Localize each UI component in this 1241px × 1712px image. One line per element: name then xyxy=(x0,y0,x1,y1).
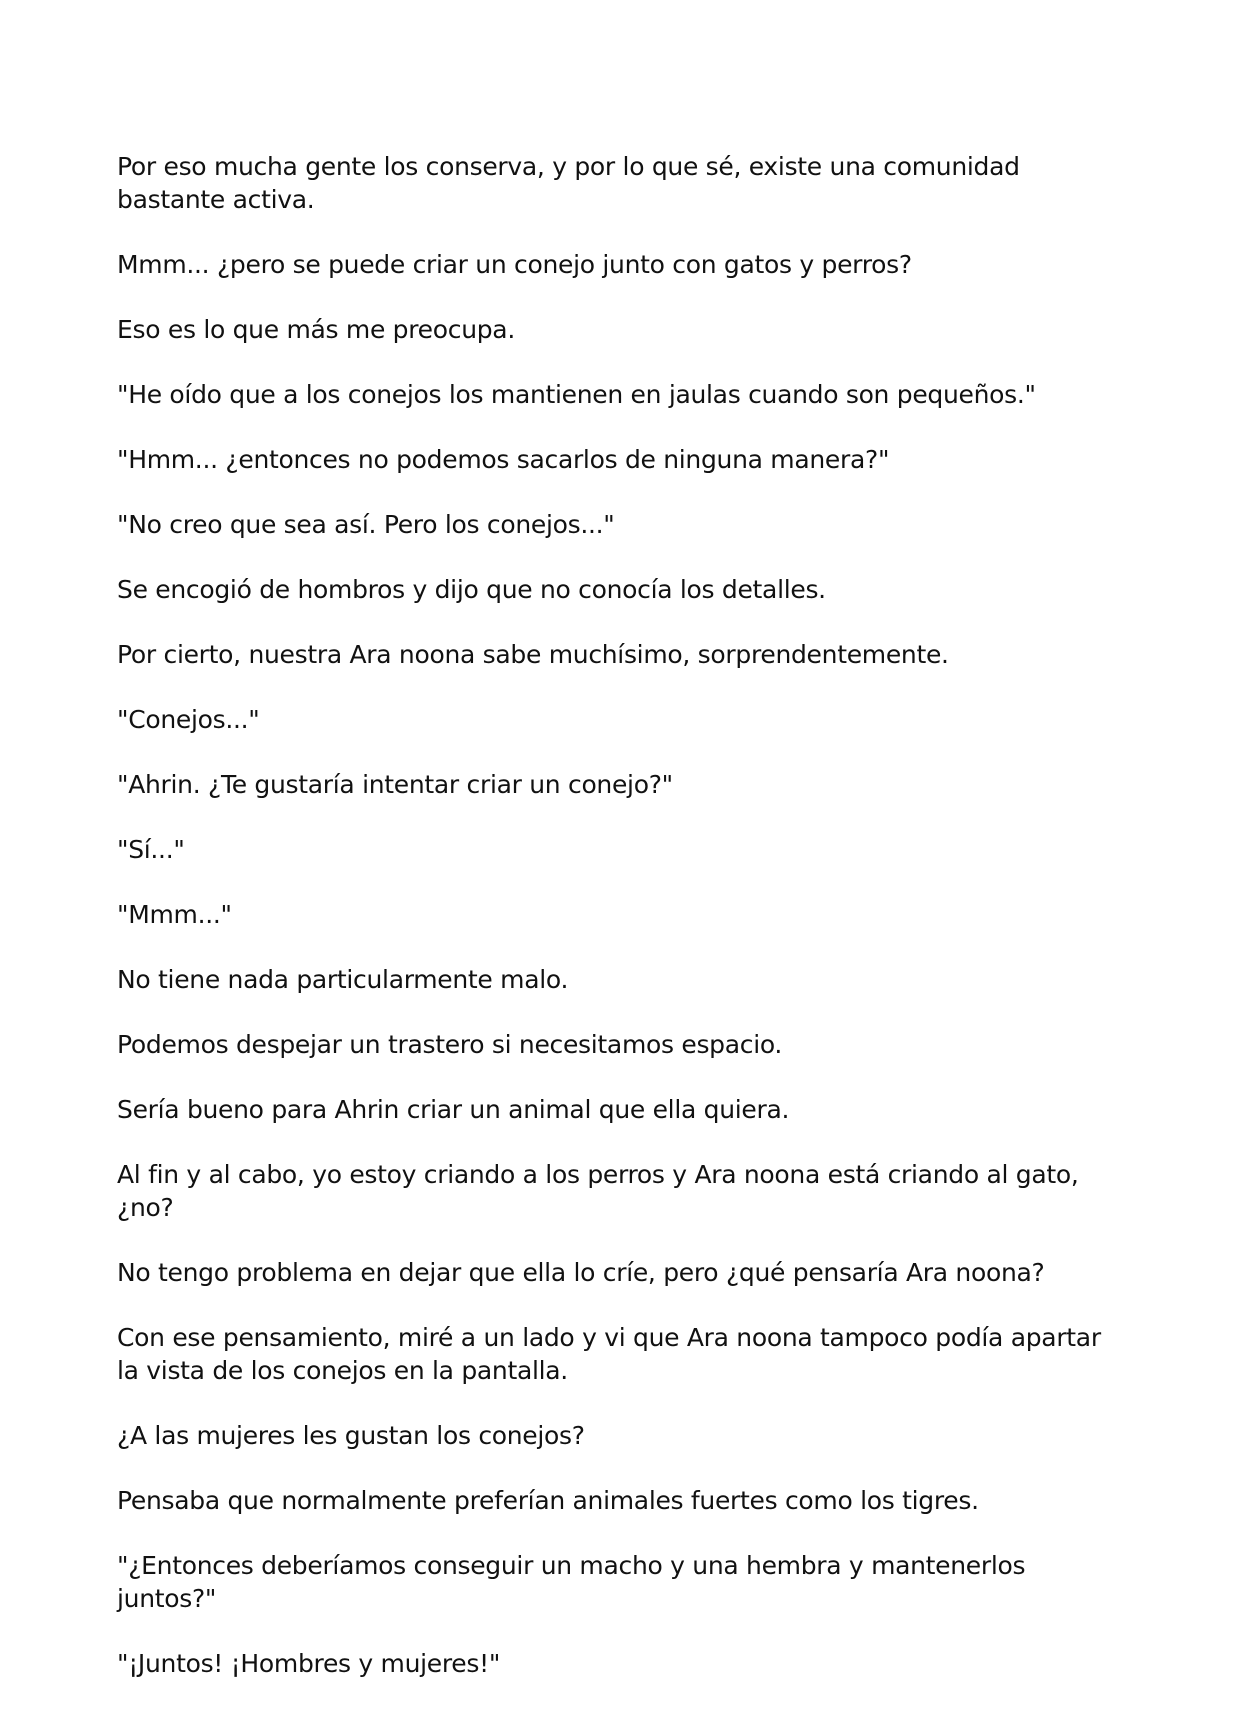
paragraph: Eso es lo que más me preocupa. xyxy=(117,315,515,344)
paragraph: Por cierto, nuestra Ara noona sabe muchísimo, sorprendentemente. xyxy=(117,640,949,669)
paragraph: No tengo problema en dejar que ella lo críe, pero ¿qué pensaría Ara noona? xyxy=(117,1258,1045,1287)
paragraph: ¿A las mujeres les gustan los conejos? xyxy=(117,1421,585,1450)
paragraph: Por eso mucha gente los conserva, y por lo que sé, existe una comunidad bastante activa. xyxy=(117,152,1020,214)
paragraph: Pensaba que normalmente preferían animales fuertes como los tigres. xyxy=(117,1486,979,1515)
paragraph: "Mmm..." xyxy=(117,900,232,929)
paragraph: "¿Entonces deberíamos conseguir un macho y una hembra y mantenerlos juntos?" xyxy=(117,1551,1026,1613)
paragraph: Al fin y al cabo, yo estoy criando a los perros y Ara noona está criando al gato, ¿no? xyxy=(117,1160,1079,1222)
paragraph: "He oído que a los conejos los mantienen en jaulas cuando son pequeños." xyxy=(117,380,1036,409)
paragraph: "No creo que sea así. Pero los conejos..." xyxy=(117,510,615,539)
paragraph: Podemos despejar un trastero si necesitamos espacio. xyxy=(117,1030,783,1059)
paragraph: "Ahrin. ¿Te gustaría intentar criar un conejo?" xyxy=(117,770,673,799)
paragraph: No tiene nada particularmente malo. xyxy=(117,965,569,994)
paragraph: "Sí..." xyxy=(117,835,185,864)
paragraph: Mmm... ¿pero se puede criar un conejo junto con gatos y perros? xyxy=(117,250,912,279)
paragraph: Con ese pensamiento, miré a un lado y vi que Ara noona tampoco podía apartar la vista de los conejos en la pantalla. xyxy=(117,1323,1101,1385)
paragraph: "Hmm... ¿entonces no podemos sacarlos de ninguna manera?" xyxy=(117,445,890,474)
text-body xyxy=(117,150,1127,1712)
paragraph: "¡Juntos! ¡Hombres y mujeres!" xyxy=(117,1649,501,1678)
paragraph: Se encogió de hombros y dijo que no conocía los detalles. xyxy=(117,575,826,604)
paragraph: Sería bueno para Ahrin criar un animal que ella quiera. xyxy=(117,1095,790,1124)
paragraph: "Conejos..." xyxy=(117,705,260,734)
